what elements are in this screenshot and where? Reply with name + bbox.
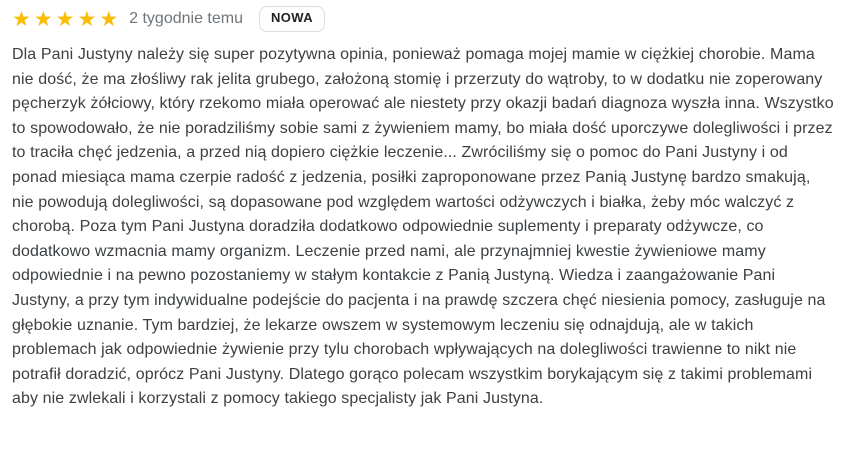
review-text: Dla Pani Justyny należy się super pozytywna opinia, ponieważ pomaga mojej mamie w ciężkiej chorobie. Mama nie dość, że ma złośliwy rak jelita grubego, założoną stomię i przerzuty do wątroby, to w dodatku nie zoperowany pęcherzyk żółciowy, który rzekomo miała operować ale niestety przy okazji badań diagnoza wyszła inna. Wszystko to spowodowało, że nie poradziliśmy sobie sami z żywieniem mamy, bo miała dość uporczywe dolegliwości i przez to traciła chęć jedzenia, a przed nią dopiero ciężkie leczenie... Zwróciliśmy się o pomoc do Pani Justyny i od ponad miesiąca mama czerpie radość z jedzenia, posiłki zaproponowane przez Panią Justynę bardzo smakują, nie powodują dolegliwości, są dopasowane pod względem wartości odżywczych i białka, żeby móc walczyć z chorobą. Poza tym Pani Justyna doradziła dodatkowo odpowiednie suplementy i preparaty odżywcze, co dodatkowo wzmacnia mamy organizm. Leczenie przed nami, ale przynajmniej kwestie żywieniowe mamy odpowiednie i na pewno pozostaniemy w stałym kontakcie z Panią Justyną. Wiedza i zaangażowanie Pani Justyny, a przy tym indywidualne podejście do pacjenta i na prawdę szczera chęć niesienia pomocy, zasługuje na głębokie uznanie. Tym bardziej, że lekarze owszem w systemowym leczeniu się odnajdują, ale w takich problemach jak odpowiednie żywienie przy tylu chorobach wpływających na dolegliwości trawienne to nikt nie potrafił doradzić, oprócz Pani Justyny. Dlatego gorąco polecam wszystkim borykającym się z takimi problemami aby nie zwlekali i korzystali z pomocy takiego specjalisty jak Pani Justyna. — [12, 46, 834, 408]
star-icon: ★ — [99, 7, 119, 31]
new-review-badge: NOWA — [259, 6, 325, 32]
star-icon: ★ — [12, 7, 31, 31]
star-icon: ★ — [33, 7, 53, 31]
review-date: 2 tygodnie temu — [129, 10, 243, 27]
star-icon: ★ — [55, 7, 75, 31]
star-icon: ★ — [77, 7, 97, 31]
star-rating — [12, 9, 121, 30]
review-header — [12, 4, 834, 34]
